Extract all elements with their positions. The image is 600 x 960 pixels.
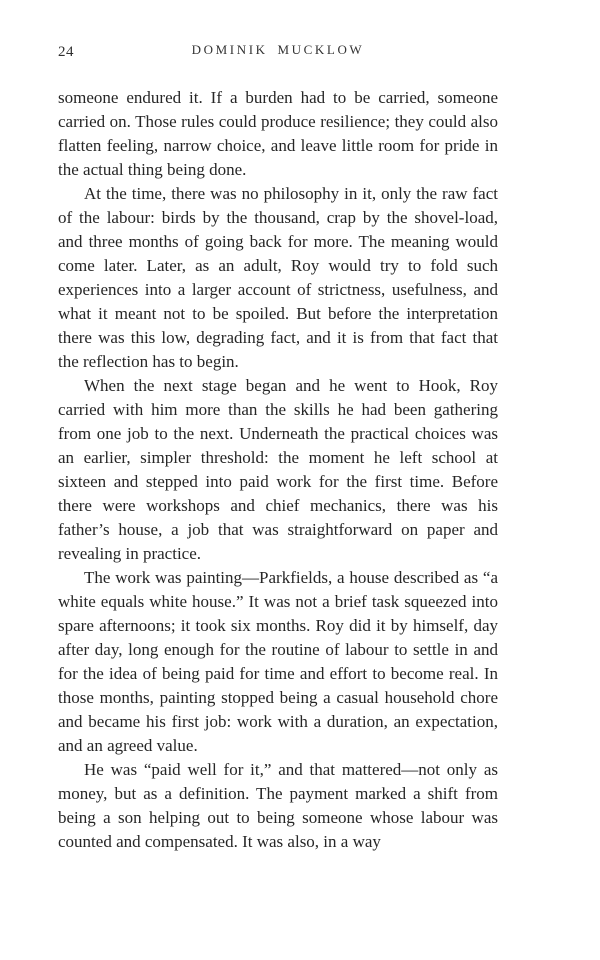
paragraph: When the next stage began and he went to Hook, Roy carried with him more than the skills he had been gathering from one job to the next. Underneath the practical choices was an earlier, simpler threshold: the moment he left school at sixteen and stepped into paid work for the first time. Before there were workshops and chief mechanics, there was his father’s house, a job that was straightforward on paper and revealing in practice. — [58, 376, 498, 563]
paragraph: He was “paid well for it,” and that mattered—not only as money, but as a definition. The payment marked a shift from being a son helping out to being someone whose labour was counted and compensated. It was also, in a way — [58, 760, 498, 851]
paragraph-continuation: someone endured it. If a burden had to be carried, someone carried on. Those rules could produce resilience; they could also flatten feeling, narrow choice, and leave little room for pride in the actual thing being done. — [58, 88, 498, 179]
running-header-author: DOMINIK MUCKLOW — [191, 42, 365, 57]
page-body — [58, 86, 498, 854]
page-number: 24 — [58, 44, 74, 60]
running-head — [58, 42, 498, 62]
text-column — [58, 42, 498, 854]
paragraph: At the time, there was no philosophy in it, only the raw fact of the labour: birds by the thousand, crap by the shovel-load, and three months of going back for more. The meaning would come later. Later, as an adult, Roy would try to fold such experiences into a larger account of strictness, usefulness, and what it meant not to be spoiled. But before the interpretation there was this low, degrading fact, and it is from that fact that the reflection has to begin. — [58, 184, 498, 371]
paragraph: The work was painting—Parkfields, a house described as “a white equals white house.” It was not a brief task squeezed into spare afternoons; it took six months. Roy did it by himself, day after day, long enough for the routine of labour to settle in and for the idea of being paid for time and effort to become real. In those months, painting stopped being a casual household chore and became his first job: work with a duration, an expectation, and an agreed value. — [58, 568, 498, 755]
